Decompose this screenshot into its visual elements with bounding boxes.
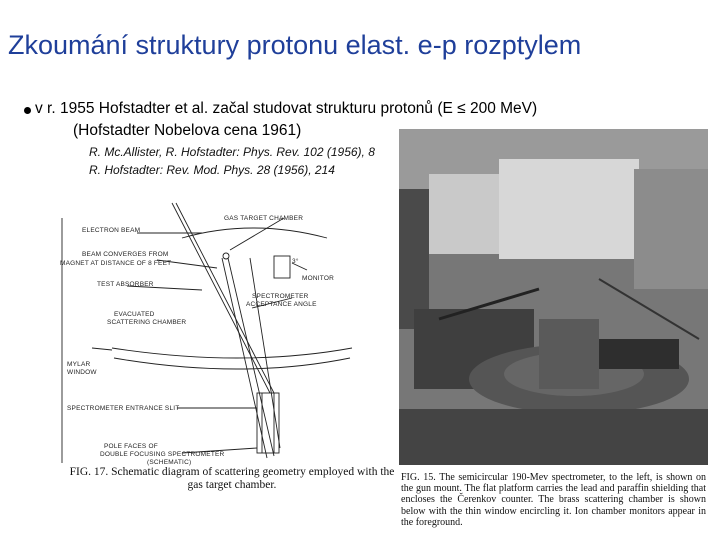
label-spectrometer-acceptance-2: ACCEPTANCE ANGLE <box>246 301 317 308</box>
slide-title: Zkoumání struktury protonu elast. e-p rozptylem <box>8 30 582 60</box>
label-gas-target-chamber: GAS TARGET CHAMBER <box>224 215 304 222</box>
label-pole-faces-3: (SCHEMATIC) <box>147 459 192 466</box>
figure-15-caption: FIG. 15. The semicircular 190-Mev spectrometer, to the left, is shown on the gun mount. The flat platform carries the lead and paraffin shielding that encloses the Čerenkov counter. The brass scattering chamber is shown below with the thin window encircling it. Ion chamber monitors appear in the foreground. <box>401 472 706 528</box>
photo-illustration-svg <box>399 129 708 465</box>
label-spectrometer-acceptance-1: SPECTROMETER <box>252 293 309 300</box>
label-beam-converges-2: MAGNET AT DISTANCE OF 8 FEET <box>60 260 172 267</box>
label-angle: 3° <box>292 258 299 265</box>
bullet-text-line2: (Hofstadter Nobelova cena 1961) <box>73 122 302 139</box>
label-evacuated-1: EVACUATED <box>114 311 155 318</box>
schematic-diagram-svg <box>52 198 392 498</box>
reference-2: R. Hofstadter: Rev. Mod. Phys. 28 (1956), 214 <box>89 163 335 177</box>
label-evacuated-2: SCATTERING CHAMBER <box>107 319 187 326</box>
spectrometer-photo <box>399 129 708 465</box>
label-test-absorber: TEST ABSORBER <box>97 281 154 288</box>
label-electron-beam: ELECTRON BEAM <box>82 227 141 234</box>
label-entrance-slit: SPECTROMETER ENTRANCE SLIT <box>67 405 180 412</box>
label-pole-faces-2: DOUBLE FOCUSING SPECTROMETER <box>100 451 225 458</box>
references <box>89 143 375 179</box>
label-monitor: MONITOR <box>302 275 334 282</box>
bullet-text-line1: v r. 1955 Hofstadter et al. začal studovat strukturu protonů (E ≤ 200 MeV) <box>35 100 538 117</box>
label-pole-faces-1: POLE FACES OF <box>104 443 158 450</box>
bullet-dot-icon <box>24 107 31 114</box>
reference-1: R. Mc.Allister, R. Hofstadter: Phys. Rev. 102 (1956), 8 <box>89 145 375 159</box>
label-beam-converges-1: BEAM CONVERGES FROM <box>82 251 169 258</box>
figure-17-caption: FIG. 17. Schematic diagram of scattering geometry employed with the gas target chamber. <box>69 466 395 491</box>
label-mylar-1: MYLAR <box>67 361 91 368</box>
scattering-geometry-diagram <box>52 198 392 498</box>
label-mylar-2: WINDOW <box>67 369 97 376</box>
